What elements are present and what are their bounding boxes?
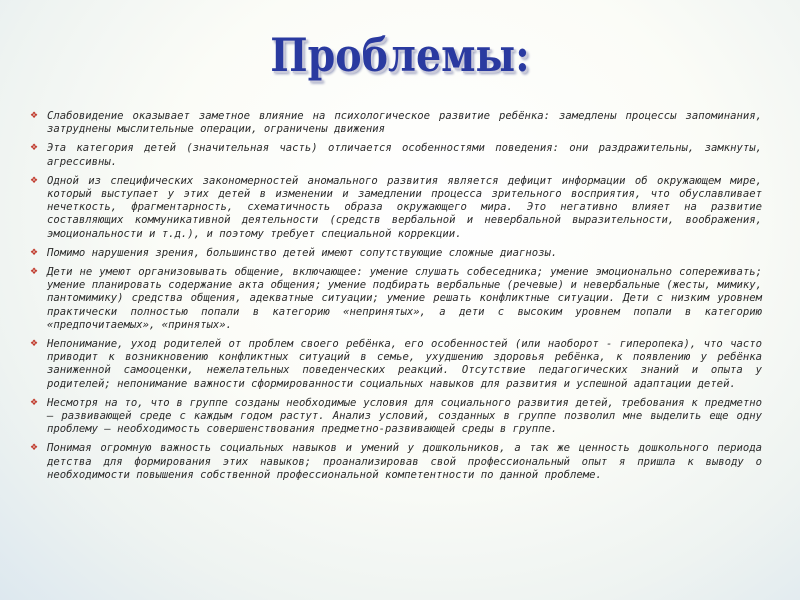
bullet-item [30, 397, 762, 437]
diamond-bullet-icon: ❖ [30, 267, 39, 278]
diamond-bullet-icon: ❖ [30, 339, 39, 350]
bullet-text: Слабовидение оказывает заметное влияние на психологическое развитие ребёнка: замедлены процессы запоминания, затруднены мыслительные операции, ограничены движения [47, 110, 762, 136]
bullet-text: Понимая огромную важность социальных навыков и умений у дошкольников, а так же ценность дошкольного периода детства для формирования этих навыков; проанализировав свой профессиональный опыт я пришла к выводу о необходимости повышения собственной профессиональной компетентности по данной проблеме. [47, 442, 762, 481]
slide-title: Проблемы: [270, 28, 530, 82]
bullet-item [30, 110, 762, 136]
diamond-bullet-icon: ❖ [30, 143, 39, 154]
diamond-bullet-icon: ❖ [30, 443, 39, 454]
bullet-item [30, 442, 762, 482]
diamond-bullet-icon: ❖ [30, 111, 39, 121]
bullet-item [30, 175, 762, 241]
bullet-text: Помимо нарушения зрения, большинство детей имеют сопутствующие сложные диагнозы. [47, 246, 558, 259]
diamond-bullet-icon: ❖ [30, 247, 39, 258]
diamond-bullet-icon: ❖ [30, 175, 39, 186]
bullet-item [30, 338, 762, 391]
bullet-text: Несмотря на то, что в группе созданы необходимые условия для социального развития детей, требования к предметно – развивающей среде с каждым годом растут. Анализ условий, созданных в группе позволил мне выделить еще одну проблему – необходимость совершенствования предметно-развивающей среды в группе. [47, 396, 762, 436]
bullet-text: Дети не умеют организовывать общение, включающее: умение слушать собеседника; умение эмоционально сопереживать; умение планировать содержание акта общения; умение подбирать вербальные (речевые) и невербальные (жесты, мимику, пантомимику) средства общения, адекватные ситуации; умение решать конфликтные ситуации. Дети с низким уровнем практически полностью попали в категорию «непринятых», а дети с высоким уровнем попали в категорию «предпочитаемых», «принятых». [47, 266, 762, 331]
bullet-list [30, 110, 762, 488]
diamond-bullet-icon: ❖ [30, 397, 39, 408]
bullet-text: Одной из специфических закономерностей аномального развития является дефицит информации об окружающем мире, который выступает у этих детей в изменении и замедлении процесса зрительного восприятия, что обуславливает нечеткость, фрагментарность, схематичность образа окружающего мира. Это негативно влияет на развитие составляющих коммуникативной деятельности (средств вербальной и невербальной выразительности, воображения, эмоциональности и т.д.), и поэтому требует специальной коррекции. [47, 174, 762, 240]
bullet-text: Эта категория детей (значительная часть) отличается особенностями поведения: они раздражительны, замкнуты, агрессивны. [47, 142, 762, 168]
bullet-item [30, 247, 762, 260]
bullet-item [30, 266, 762, 332]
bullet-text: Непонимание, уход родителей от проблем своего ребёнка, его особенностей (или наоборот - гиперопека), что часто приводит к возникновению конфликтных ситуаций в семье, ухудшению здоровья ребёнка, к появлению у ребёнка заниженной самооценки, нежелательных поведенческих реакций. Отсутствие педагогических знаний и опыта у родителей; непонимание важности сформированности социальных навыков для развития и успешной адаптации детей. [47, 338, 762, 390]
bullet-item [30, 142, 762, 168]
